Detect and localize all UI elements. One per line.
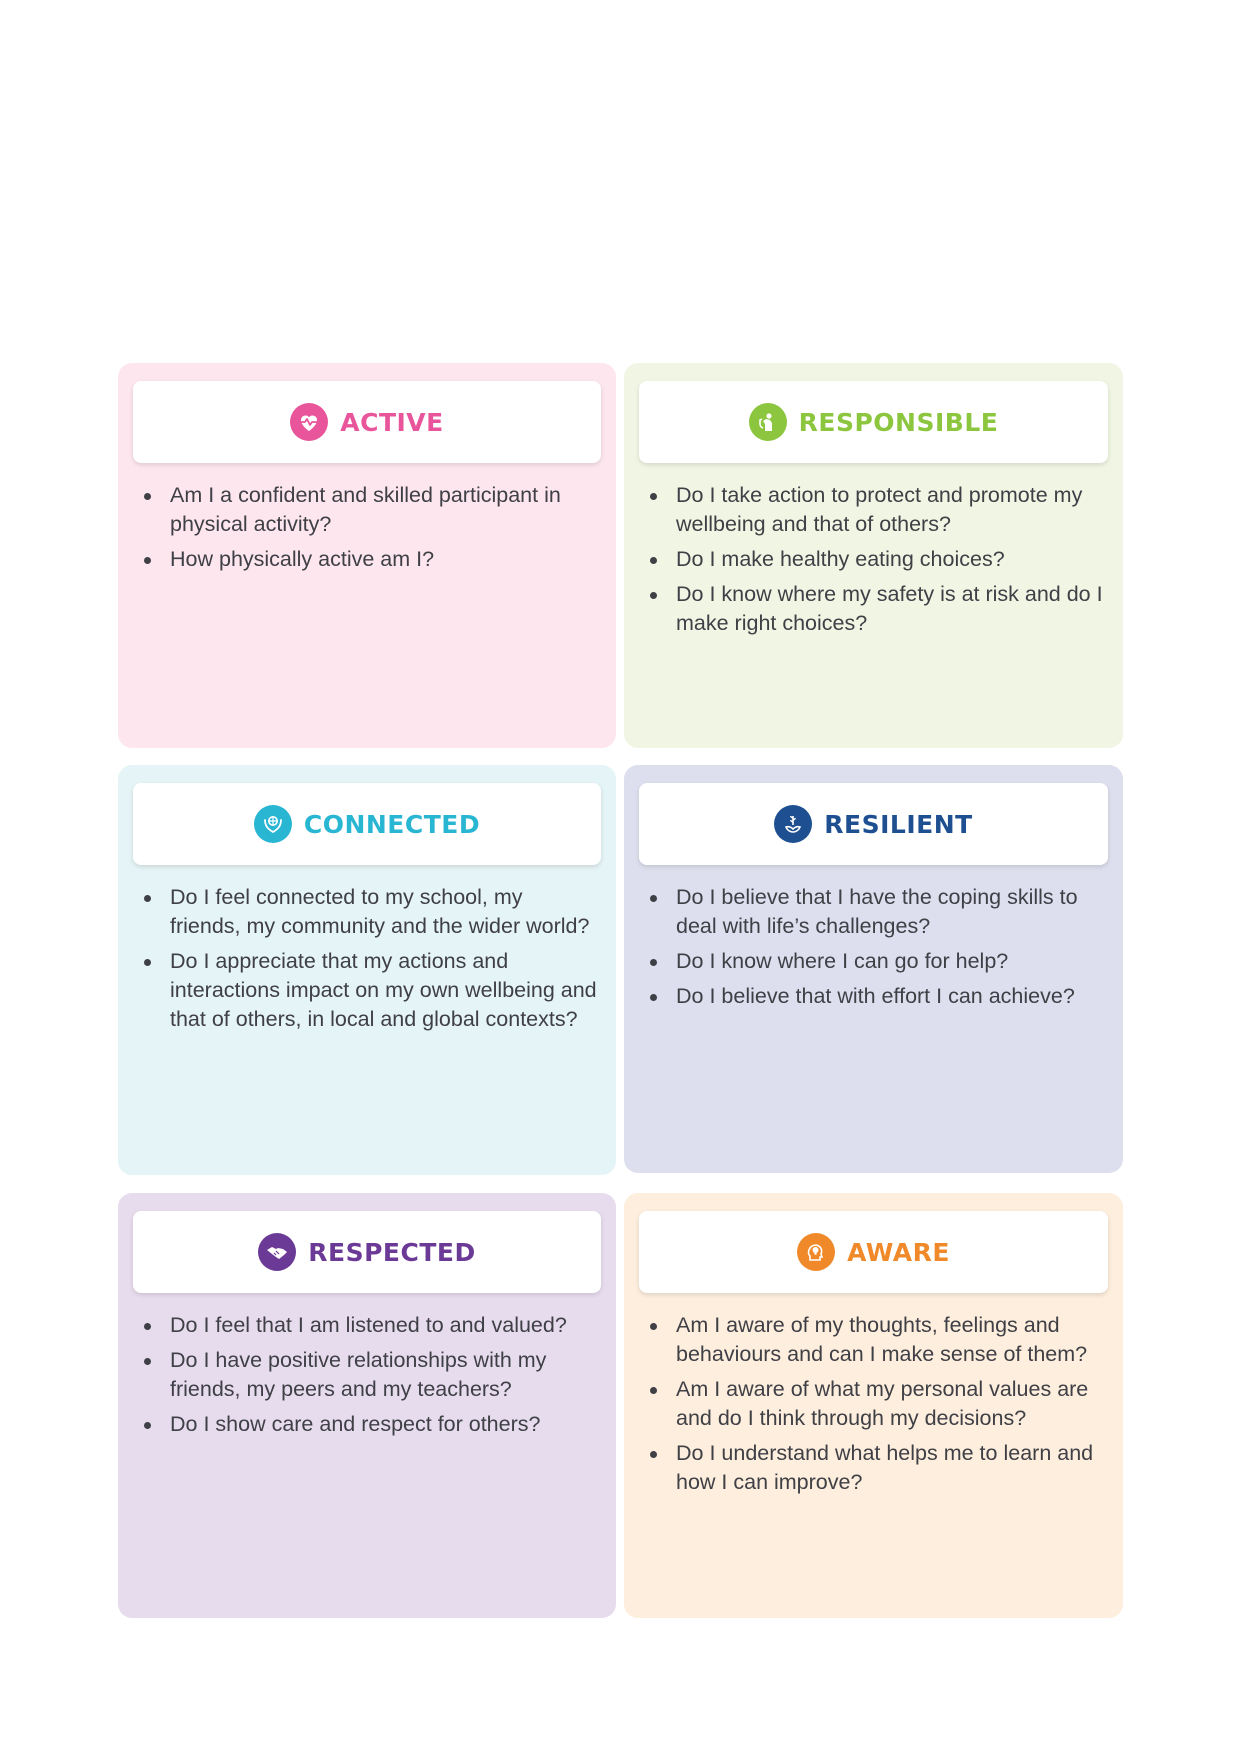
card-title: ACTIVE bbox=[340, 407, 444, 437]
sprout-hand-icon bbox=[774, 805, 812, 843]
card-header bbox=[133, 381, 601, 463]
card-header bbox=[133, 783, 601, 865]
card-respected bbox=[118, 1193, 616, 1618]
list-item: Do I feel connected to my school, my friends, my community and the wider world? bbox=[170, 883, 598, 941]
card-header bbox=[133, 1211, 601, 1293]
list-item: Do I take action to protect and promote my wellbeing and that of others? bbox=[676, 481, 1105, 539]
question-list bbox=[118, 883, 616, 1040]
list-item: Do I appreciate that my actions and interactions impact on my own wellbeing and that of others, in local and global contexts? bbox=[170, 947, 598, 1034]
card-responsible bbox=[624, 363, 1123, 748]
list-item: Am I aware of my thoughts, feelings and behaviours and can I make sense of them? bbox=[676, 1311, 1105, 1369]
list-item: Do I believe that with effort I can achieve? bbox=[676, 982, 1105, 1011]
card-title: AWARE bbox=[847, 1237, 950, 1267]
card-header bbox=[639, 1211, 1108, 1293]
person-shield-icon bbox=[749, 403, 787, 441]
list-item: Am I a confident and skilled participant in physical activity? bbox=[170, 481, 598, 539]
handshake-icon bbox=[258, 1233, 296, 1271]
list-item: Do I know where my safety is at risk and do I make right choices? bbox=[676, 580, 1105, 638]
heartbeat-icon bbox=[290, 403, 328, 441]
card-connected bbox=[118, 765, 616, 1175]
card-title: CONNECTED bbox=[303, 809, 481, 839]
question-list bbox=[118, 481, 616, 580]
card-title: RESPONSIBLE bbox=[798, 407, 999, 437]
question-list bbox=[624, 481, 1123, 644]
hands-globe-icon bbox=[254, 805, 292, 843]
list-item: How physically active am I? bbox=[170, 545, 598, 574]
card-title: RESILIENT bbox=[824, 809, 973, 839]
card-header bbox=[639, 783, 1108, 865]
card-active bbox=[118, 363, 616, 748]
list-item: Do I understand what helps me to learn and how I can improve? bbox=[676, 1439, 1105, 1497]
list-item: Do I have positive relationships with my friends, my peers and my teachers? bbox=[170, 1346, 598, 1404]
list-item: Do I make healthy eating choices? bbox=[676, 545, 1105, 574]
list-item: Do I know where I can go for help? bbox=[676, 947, 1105, 976]
card-aware bbox=[624, 1193, 1123, 1618]
question-list bbox=[118, 1311, 616, 1445]
card-resilient bbox=[624, 765, 1123, 1173]
list-item: Am I aware of what my personal values are and do I think through my decisions? bbox=[676, 1375, 1105, 1433]
question-list bbox=[624, 883, 1123, 1017]
question-list bbox=[624, 1311, 1123, 1503]
list-item: Do I feel that I am listened to and valued? bbox=[170, 1311, 598, 1340]
card-header bbox=[639, 381, 1108, 463]
card-title: RESPECTED bbox=[308, 1237, 476, 1267]
list-item: Do I believe that I have the coping skills to deal with life’s challenges? bbox=[676, 883, 1105, 941]
list-item: Do I show care and respect for others? bbox=[170, 1410, 598, 1439]
head-lightbulb-icon bbox=[797, 1233, 835, 1271]
